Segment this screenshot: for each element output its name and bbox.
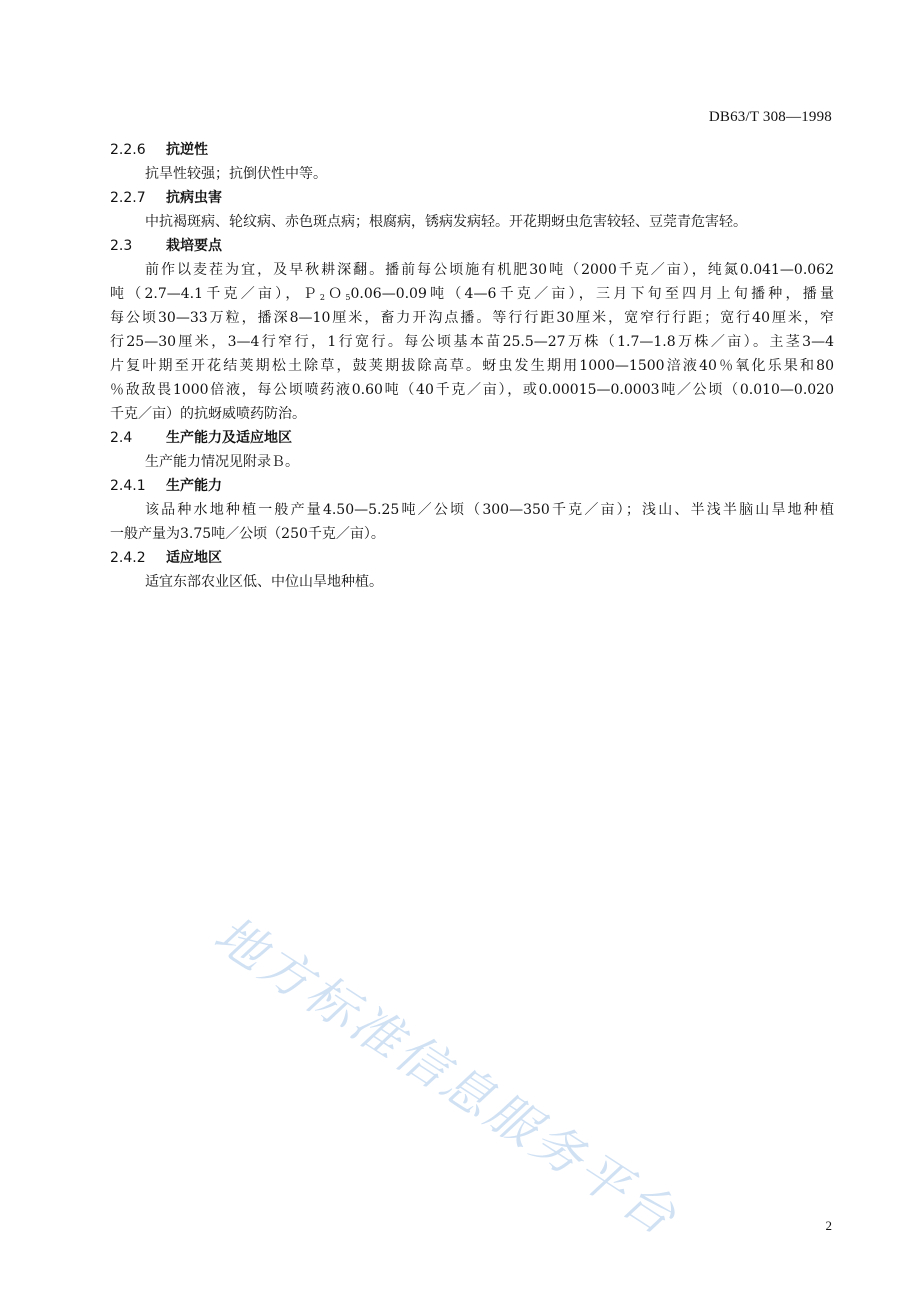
text-fragment: 吨（2.7—4.1千克／亩）， bbox=[110, 286, 303, 302]
chemical-o: Ｏ bbox=[324, 286, 346, 302]
watermark-text: 地方标准信息服务平台 bbox=[204, 905, 689, 1248]
section-heading-2-2-6 bbox=[110, 138, 834, 162]
paragraph-2-2-6: 抗旱性较强；抗倒伏性中等。 bbox=[145, 166, 327, 182]
paragraph-line: 千克／亩）的抗蚜威喷药防治。 bbox=[110, 406, 306, 422]
paragraph-2-4-2: 适宜东部农业区低、中位山旱地种植。 bbox=[145, 574, 383, 590]
section-heading-2-4-2 bbox=[110, 546, 834, 570]
section-title: 抗逆性 bbox=[166, 142, 208, 158]
subscript-5: 5 bbox=[345, 293, 351, 302]
page-number: 2 bbox=[825, 1218, 832, 1233]
paragraph-line: 片复叶期至开花结荚期松土除草，鼓荚期拔除高草。蚜虫发生期用1000—1500涪液40％氧化乐果和80 bbox=[110, 358, 834, 374]
chemical-p: Ｐ bbox=[302, 286, 320, 302]
section-number: 2.4.2 bbox=[110, 550, 146, 566]
section-title: 适应地区 bbox=[166, 550, 222, 566]
paragraph-line: 一般产量为3.75吨／公顷（250千克／亩）。 bbox=[110, 526, 385, 542]
section-heading-2-3 bbox=[110, 234, 834, 258]
section-number: 2.2.7 bbox=[110, 190, 146, 206]
section-number: 2.3 bbox=[110, 238, 133, 254]
section-number: 2.2.6 bbox=[110, 142, 146, 158]
paragraph-line: ％敌敌畏1000倍液，每公顷喷药液0.60吨（40千克／亩），或0.00015—0.0003吨／公顷（0.010—0.020 bbox=[110, 382, 834, 398]
text-fragment: 0.06—0.09吨（4—6千克／亩），三月下旬至四月上旬播种，播量 bbox=[350, 286, 835, 302]
section-title: 栽培要点 bbox=[166, 238, 222, 254]
section-heading-2-4 bbox=[110, 426, 834, 450]
paragraph-2-2-7: 中抗褐斑病、轮纹病、赤色斑点病；根腐病，锈病发病轻。开花期蚜虫危害较轻、豆莞青危害轻。 bbox=[145, 214, 747, 230]
document-body bbox=[110, 138, 834, 594]
paragraph-line: 前作以麦茬为宜，及早秋耕深翻。播前每公顷施有机肥30吨（2000千克／亩），纯氮0.041—0.062 bbox=[145, 262, 834, 278]
section-heading-2-2-7 bbox=[110, 186, 834, 210]
section-title: 抗病虫害 bbox=[166, 190, 222, 206]
paragraph-2-4: 生产能力情况见附录Ｂ。 bbox=[145, 454, 299, 470]
section-heading-2-4-1 bbox=[110, 474, 834, 498]
section-title: 生产能力及适应地区 bbox=[166, 430, 292, 446]
paragraph-line bbox=[110, 282, 834, 306]
document-code: DB63/T 308—1998 bbox=[708, 109, 832, 125]
subscript-2: 2 bbox=[319, 293, 325, 302]
section-title: 生产能力 bbox=[166, 478, 222, 494]
section-number: 2.4.1 bbox=[110, 478, 146, 494]
section-number: 2.4 bbox=[110, 430, 133, 446]
paragraph-line: 该品种水地种植一般产量4.50—5.25吨／公顷（300—350千克／亩）；浅山、半浅半脑山旱地种植 bbox=[145, 502, 834, 518]
paragraph-line: 每公顷30—33万粒，播深8—10厘米，畜力开沟点播。等行行距30厘米，宽窄行行距；宽行40厘米，窄 bbox=[110, 310, 834, 326]
paragraph-line: 行25—30厘米，3—4行窄行，1行宽行。每公顷基本苗25.5—27万株（1.7—1.8万株／亩）。主茎3—4 bbox=[110, 334, 834, 350]
